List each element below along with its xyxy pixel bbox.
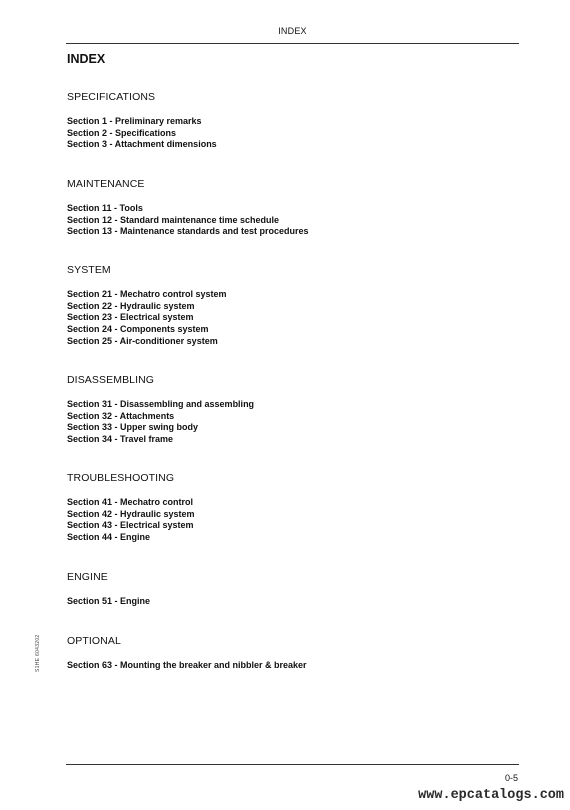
section-item[interactable]: Section 1 - Preliminary remarks (67, 116, 202, 126)
group-heading: MAINTENANCE (67, 178, 145, 190)
group-heading: ENGINE (67, 571, 108, 583)
index-group-maintenance (67, 178, 309, 238)
watermark-text: www.epcatalogs.com (418, 788, 564, 803)
side-document-code: S1HE 6043202 (35, 634, 41, 672)
section-item[interactable]: Section 12 - Standard maintenance time schedule (67, 214, 280, 225)
index-group-specifications (67, 91, 217, 151)
section-item[interactable]: Section 33 - Upper swing body (67, 422, 199, 433)
index-group-system (67, 264, 227, 348)
section-item[interactable]: Section 23 - Electrical system (67, 312, 194, 323)
footer-rule (66, 764, 519, 765)
index-group-disassembling (67, 374, 254, 446)
index-group-engine (67, 571, 150, 608)
section-list (67, 596, 150, 608)
section-list (67, 203, 309, 238)
section-list (67, 116, 217, 151)
section-item[interactable]: Section 51 - Engine (67, 596, 151, 606)
section-list (67, 660, 307, 672)
section-item[interactable]: Section 34 - Travel frame (67, 434, 174, 445)
section-item[interactable]: Section 43 - Electrical system (67, 520, 194, 531)
section-item[interactable]: Section 25 - Air-conditioner system (67, 335, 218, 346)
section-item[interactable]: Section 63 - Mounting the breaker and nibbler & breaker (67, 660, 307, 670)
section-item[interactable]: Section 11 - Tools (67, 203, 143, 213)
group-heading: SPECIFICATIONS (67, 91, 156, 103)
section-item[interactable]: Section 2 - Specifications (67, 127, 177, 138)
section-item[interactable]: Section 31 - Disassembling and assembling (67, 399, 255, 409)
section-item[interactable]: Section 32 - Attachments (67, 410, 175, 421)
running-header: INDEX (278, 26, 307, 36)
section-item[interactable]: Section 21 - Mechatro control system (67, 289, 227, 299)
index-group-optional (67, 635, 307, 672)
section-item[interactable]: Section 42 - Hydraulic system (67, 508, 195, 519)
section-item[interactable]: Section 3 - Attachment dimensions (67, 139, 217, 150)
section-item[interactable]: Section 22 - Hydraulic system (67, 300, 195, 311)
section-item[interactable]: Section 44 - Engine (67, 532, 151, 543)
group-heading: TROUBLESHOOTING (67, 472, 175, 484)
page-number: 0-5 (504, 773, 518, 783)
section-item[interactable]: Section 13 - Maintenance standards and test procedures (67, 226, 309, 237)
section-item[interactable]: Section 41 - Mechatro control (67, 497, 194, 507)
header-rule (66, 43, 519, 44)
section-item[interactable]: Section 24 - Components system (67, 324, 209, 335)
section-list (67, 289, 227, 348)
group-heading: DISASSEMBLING (67, 374, 155, 386)
index-group-troubleshooting (67, 472, 195, 544)
page-title: INDEX (67, 52, 106, 66)
section-list (67, 497, 195, 544)
group-heading: SYSTEM (67, 264, 111, 276)
section-list (67, 399, 254, 446)
group-heading: OPTIONAL (67, 635, 121, 647)
